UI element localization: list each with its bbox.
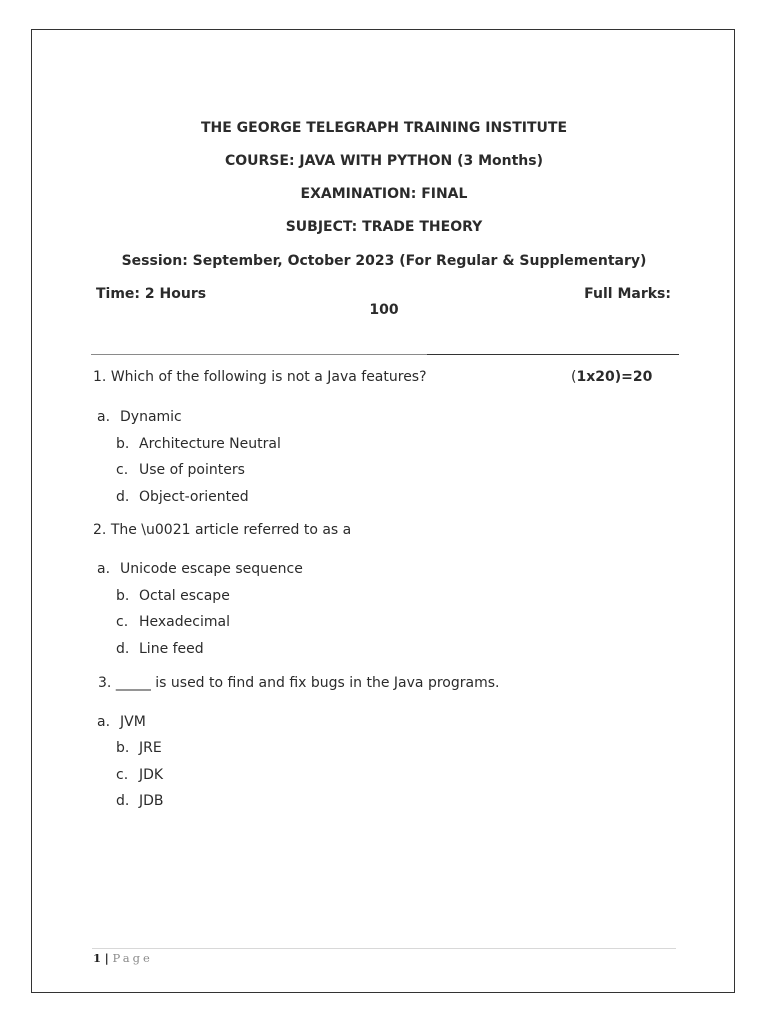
full-marks-label: Full Marks: — [584, 286, 671, 302]
option-marker: c. — [116, 462, 129, 478]
question-3 — [98, 675, 499, 691]
option-marker: d. — [116, 489, 130, 505]
page-border — [31, 29, 735, 993]
option-q1-a — [97, 409, 182, 425]
session-line: Session: September, October 2023 (For Regular & Supplementary) — [121, 253, 647, 269]
option-q2-b — [116, 588, 230, 604]
page-number: 1 — [93, 951, 102, 965]
footer-divider — [92, 948, 676, 949]
option-text: JVM — [120, 714, 146, 730]
option-marker: b. — [116, 740, 130, 756]
examination-title: EXAMINATION: FINAL — [300, 186, 468, 202]
option-marker: b. — [116, 436, 130, 452]
option-q3-d — [116, 793, 164, 809]
option-text: Hexadecimal — [139, 614, 230, 630]
option-marker: a. — [97, 714, 111, 730]
option-q2-d — [116, 641, 204, 657]
option-text: Line feed — [139, 641, 204, 657]
question-text: Which of the following is not a Java features? — [110, 369, 427, 385]
option-q3-c — [116, 767, 163, 783]
option-q1-d — [116, 489, 249, 505]
question-1 — [93, 369, 427, 385]
header-divider-left — [91, 354, 427, 355]
option-text: Object-oriented — [139, 489, 249, 505]
option-text: JDB — [139, 793, 164, 809]
course-title: COURSE: JAVA WITH PYTHON (3 Months) — [224, 153, 543, 169]
option-q3-a — [97, 714, 146, 730]
option-marker: a. — [97, 561, 111, 577]
option-text: JRE — [139, 740, 162, 756]
page-footer — [93, 951, 153, 965]
subject-title: SUBJECT: TRADE THEORY — [285, 219, 483, 235]
page-separator: | — [104, 951, 109, 965]
option-text: Octal escape — [139, 588, 230, 604]
option-marker: c. — [116, 767, 129, 783]
marks-value: 1x20)=20 — [576, 369, 653, 385]
option-text: Dynamic — [120, 409, 182, 425]
option-marker: b. — [116, 588, 130, 604]
option-q1-b — [116, 436, 281, 452]
question-number: 2. — [93, 522, 107, 538]
time-label: Time: 2 Hours — [96, 286, 207, 302]
option-q3-b — [116, 740, 162, 756]
option-q2-a — [97, 561, 303, 577]
option-q2-c — [116, 614, 230, 630]
option-q1-c — [116, 462, 245, 478]
question-number: 3. — [98, 675, 112, 691]
option-marker: a. — [97, 409, 111, 425]
option-marker: c. — [116, 614, 129, 630]
option-text: JDK — [139, 767, 164, 783]
full-marks-value: 100 — [369, 302, 399, 318]
question-text: _____ is used to find and fix bugs in the Java programs. — [115, 675, 500, 691]
question-number: 1. — [93, 369, 107, 385]
option-text: Unicode escape sequence — [120, 561, 303, 577]
institute-title: THE GEORGE TELEGRAPH TRAINING INSTITUTE — [200, 120, 568, 136]
question-2 — [93, 522, 351, 538]
marks-paren: ( — [571, 369, 577, 385]
option-text: Use of pointers — [139, 462, 245, 478]
option-marker: d. — [116, 641, 130, 657]
header-divider-right — [427, 354, 679, 355]
marks-allocation — [571, 369, 652, 385]
question-text: The \u0021 article referred to as a — [110, 522, 352, 538]
page-word: Page — [112, 951, 153, 965]
option-text: Architecture Neutral — [139, 436, 281, 452]
option-marker: d. — [116, 793, 130, 809]
